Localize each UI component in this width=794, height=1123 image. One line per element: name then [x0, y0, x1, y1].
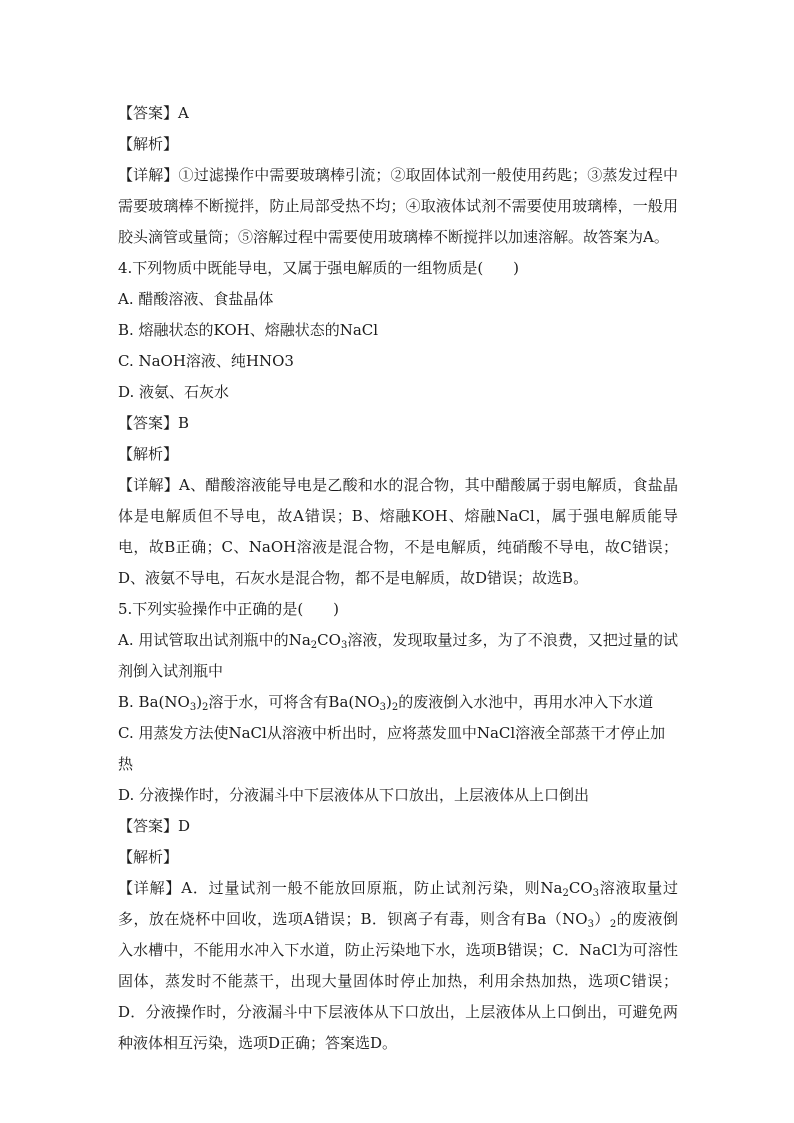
question-5-option-b: B. $Ba(NO_3)_2$溶于水，可将含有$Ba(NO_3)_2$的废液倒入水池中，再用水冲入下水道: [118, 693, 654, 713]
analysis-label: 【解析】: [118, 135, 179, 153]
question-5-answer: 【答案】D: [118, 817, 191, 835]
question-5-option-d: D. 分液操作时，分液漏斗中下层液体从下口放出，上层液体从上口倒出: [118, 786, 590, 804]
question-5-analysis-label: 【解析】: [118, 848, 179, 866]
question-5-option-c: C. 用蒸发方法使NaCl从溶液中析出时，应将蒸发皿中NaCl溶液全部蒸干才停止加热: [118, 724, 666, 773]
question-4-detail: 【详解】A、醋酸溶液能导电是乙酸和水的混合物，其中醋酸属于弱电解质，食盐晶体是电解质但不导电，故A错误；B、熔融KOH、熔融NaCl，属于强电解质能导电，故B正确；C、NaOH溶液是混合物，不是电解质，纯硝酸不导电，故C错误；D、液氨不导电，石灰水是混合物，都不是电解质，故D错误；故选B。: [118, 476, 678, 587]
question-4-option-c: C. NaOH溶液、纯HNO3: [118, 352, 294, 370]
question-5-stem: 5.下列实验操作中正确的是( ): [118, 600, 340, 618]
question-4-option-d: D. 液氨、石灰水: [118, 383, 230, 401]
question-4-option-a: A. 醋酸溶液、食盐晶体: [118, 290, 274, 308]
answer-label: 【答案】A: [118, 104, 189, 122]
detail-paragraph: 【详解】①过滤操作中需要玻璃棒引流；②取固体试剂一般使用药匙；③蒸发过程中需要玻璃棒不断搅拌，防止局部受热不均；④取液体试剂不需要使用玻璃棒，一般用胶头滴管或量筒；⑤溶解过程中需要使用玻璃棒不断搅拌以加速溶解。故答案为A。: [118, 166, 678, 246]
question-4-analysis-label: 【解析】: [118, 445, 179, 463]
question-4-option-b: B. 熔融状态的KOH、熔融状态的NaCl: [118, 321, 379, 339]
question-4-stem: 4.下列物质中既能导电，又属于强电解质的一组物质是( ): [118, 259, 520, 277]
question-5-option-a: A. 用试管取出试剂瓶中的$Na_2CO_3$溶液，发现取量过多，为了不浪费，又把过量的试剂倒入试剂瓶中: [118, 631, 678, 680]
question-5-detail: 【详解】A．过量试剂一般不能放回原瓶，防止试剂污染，则$Na_2CO_3$溶液取量过多，放在烧杯中回收，选项A错误；B．钡离子有毒，则含有$Ba(NO_3)_2$的废液倒入水槽中，不能用水冲入下水道，防止污染地下水，选项B错误；C．NaCl为可溶性固体，蒸发时不能蒸干，出现大量固体时停止加热，利用余热加热，选项C错误；D．分液操作时，分液漏斗中下层液体从下口放出，上层液体从上口倒出，可避免两种液体相互污染，选项D正确；答案选D。: [118, 879, 678, 1052]
document-content: [118, 98, 678, 1059]
question-4-answer: 【答案】B: [118, 414, 190, 432]
